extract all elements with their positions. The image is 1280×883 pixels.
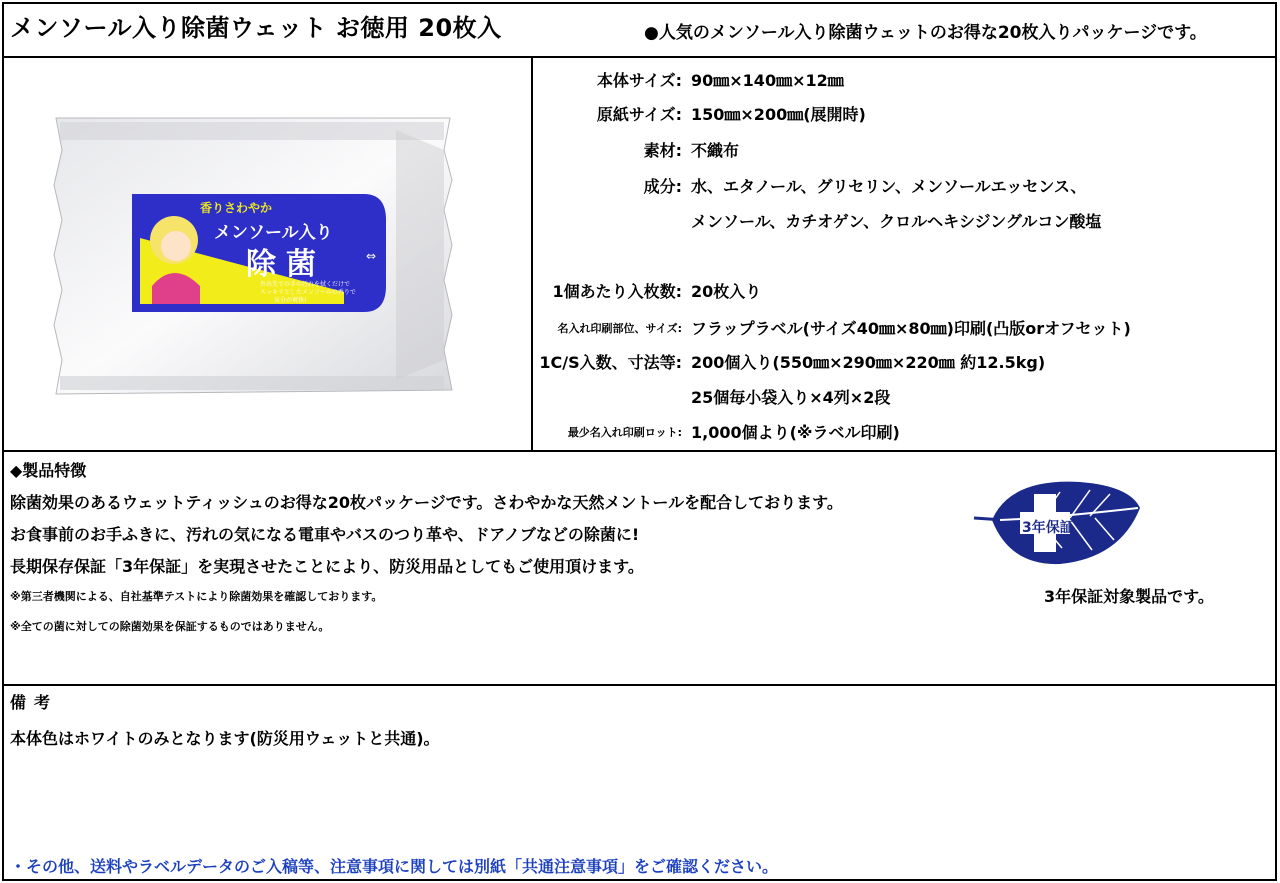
- features-section: [4, 452, 1279, 684]
- spec-label: 成分:: [643, 177, 682, 196]
- spec-label: 素材:: [643, 141, 682, 160]
- label-desc-3: 気分が爽快!: [274, 297, 307, 304]
- label-name: メンソール入り: [214, 223, 333, 243]
- spec-table: [535, 60, 1279, 450]
- footer-note: ・その他、送料やラベルデータのご入稿等、注意事項に関しては別紙「共通注意事項」をご確認ください。: [10, 857, 779, 876]
- spec-label: 名入れ印刷部位、サイズ:: [557, 322, 682, 335]
- spec-value: 不織布: [691, 141, 740, 160]
- spec-value: 25個毎小袋入り×4列×2段: [691, 388, 891, 407]
- warranty-leaf-icon: [970, 478, 1142, 566]
- spec-label: 1個あたり入枚数:: [552, 282, 682, 301]
- features-heading: ◆製品特徴: [10, 461, 87, 480]
- product-image-cell: [4, 60, 531, 450]
- spec-value: 20枚入り: [691, 282, 762, 301]
- product-image: [4, 60, 531, 450]
- label-desc-2: スッキリとしたメンソールの香りで: [260, 289, 356, 296]
- spec-label: 1C/S入数、寸法等:: [539, 353, 682, 372]
- page-tagline: ●人気のメンソール入り除菌ウェットのお得な20枚入りパッケージです。: [644, 23, 1207, 43]
- open-arrow-icon: ⇔: [366, 249, 377, 263]
- page-title: メンソール入り除菌ウェット お徳用 20枚入: [10, 14, 502, 42]
- warranty-badge-text: 3年保証: [1022, 520, 1074, 536]
- spec-value: 150㎜×200㎜(展開時): [691, 105, 866, 124]
- feature-line: お食事前のお手ふきに、汚れの気になる電車やバスのつり革や、ドアノブなどの除菌に!: [10, 525, 640, 544]
- label-desc-1: 外出先での手の汚れを拭くだけで: [260, 281, 351, 288]
- spec-label: 原紙サイズ:: [596, 105, 682, 124]
- warranty-caption: 3年保証対象製品です。: [1044, 587, 1214, 606]
- spec-value: 水、エタノール、グリセリン、メンソールエッセンス、: [691, 177, 1087, 196]
- remarks-text: 本体色はホワイトのみとなります(防災用ウェットと共通)。: [10, 729, 440, 748]
- remarks-section: [4, 686, 1279, 883]
- feature-note: ※全ての菌に対しての除菌効果を保証するものではありません。: [10, 620, 330, 633]
- spec-label: 本体サイズ:: [596, 71, 682, 90]
- spec-value: 90㎜×140㎜×12㎜: [691, 71, 844, 90]
- spec-label: 最少名入れ印刷ロット:: [567, 426, 682, 439]
- feature-line: 除菌効果のあるウェットティッシュのお得な20枚パッケージです。さわやかな天然メントールを配合しております。: [10, 493, 843, 512]
- divider: [4, 56, 1275, 58]
- product-sheet: [2, 2, 1277, 881]
- spec-value: 1,000個より(※ラベル印刷): [691, 423, 900, 442]
- spec-value: メンソール、カチオゲン、クロルヘキシジングルコン酸塩: [691, 212, 1102, 231]
- divider: [531, 58, 533, 450]
- label-small-top: 香りさわやか: [200, 201, 273, 215]
- feature-line: 長期保存保証「3年保証」を実現させたことにより、防災用品としてもご使用頂けます。: [10, 557, 644, 576]
- feature-note: ※第三者機関による、自社基準テストにより除菌効果を確認しております。: [10, 590, 383, 603]
- spec-value: フラップラベル(サイズ40㎜×80㎜)印刷(凸版orオフセット): [691, 319, 1131, 338]
- spec-value: 200個入り(550㎜×290㎜×220㎜ 約12.5kg): [691, 353, 1046, 372]
- label-main: 除菌: [246, 247, 326, 282]
- remarks-heading: 備考: [10, 693, 59, 712]
